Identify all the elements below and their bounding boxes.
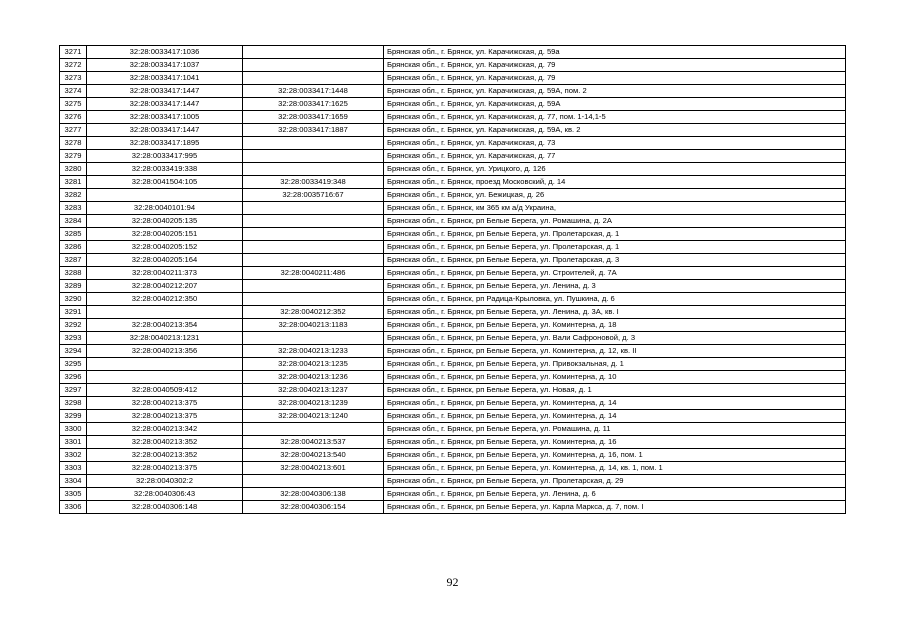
row-number-cell: 3272 — [60, 59, 87, 72]
address-cell: Брянская обл., г. Брянск, рп Белые Берега, ул. Коминтерна, д. 14 — [384, 410, 846, 423]
building-cadastral-number-cell: 32:28:0033417:1448 — [243, 85, 384, 98]
address-cell: Брянская обл., г. Брянск, рп Белые Берега, ул. Вали Сафроновой, д. 3 — [384, 332, 846, 345]
cadastral-number-cell — [87, 189, 243, 202]
cadastral-number-cell: 32:28:0033417:1447 — [87, 124, 243, 137]
building-cadastral-number-cell — [243, 163, 384, 176]
table-row — [60, 319, 846, 332]
row-number-cell: 3305 — [60, 488, 87, 501]
table-row — [60, 137, 846, 150]
address-cell: Брянская обл., г. Брянск, рп Белые Берега, ул. Коминтерна, д. 18 — [384, 319, 846, 332]
cadastral-number-cell: 32:28:0033417:1005 — [87, 111, 243, 124]
cadastral-number-cell: 32:28:0040213:356 — [87, 345, 243, 358]
address-cell: Брянская обл., г. Брянск, рп Белые Берега, ул. Коминтерна, д. 16, пом. 1 — [384, 449, 846, 462]
table-row — [60, 189, 846, 202]
row-number-cell: 3294 — [60, 345, 87, 358]
cadastral-number-cell: 32:28:0040509:412 — [87, 384, 243, 397]
row-number-cell: 3275 — [60, 98, 87, 111]
address-cell: Брянская обл., г. Брянск, рп Белые Берега, ул. Пролетарская, д. 29 — [384, 475, 846, 488]
building-cadastral-number-cell: 32:28:0040213:1239 — [243, 397, 384, 410]
cadastral-number-cell: 32:28:0040213:352 — [87, 449, 243, 462]
address-cell: Брянская обл., г. Брянск, ул. Карачижская, д. 77 — [384, 150, 846, 163]
table-row — [60, 488, 846, 501]
cadastral-number-cell: 32:28:0040306:43 — [87, 488, 243, 501]
address-cell: Брянская обл., г. Брянск, рп Белые Берега, ул. Ленина, д. 3 — [384, 280, 846, 293]
table-row — [60, 150, 846, 163]
building-cadastral-number-cell: 32:28:0040211:486 — [243, 267, 384, 280]
table-row — [60, 475, 846, 488]
registry-table-body — [60, 46, 846, 514]
cadastral-number-cell — [87, 306, 243, 319]
table-row — [60, 228, 846, 241]
cadastral-number-cell: 32:28:0033419:338 — [87, 163, 243, 176]
row-number-cell: 3283 — [60, 202, 87, 215]
cadastral-number-cell: 32:28:0040211:373 — [87, 267, 243, 280]
cadastral-number-cell: 32:28:0040213:1231 — [87, 332, 243, 345]
building-cadastral-number-cell — [243, 241, 384, 254]
cadastral-number-cell: 32:28:0040306:148 — [87, 501, 243, 514]
building-cadastral-number-cell — [243, 202, 384, 215]
cadastral-number-cell — [87, 358, 243, 371]
table-row — [60, 371, 846, 384]
address-cell: Брянская обл., г. Брянск, рп Белые Берега, ул. Новая, д. 1 — [384, 384, 846, 397]
address-cell: Брянская обл., г. Брянск, проезд Московский, д. 14 — [384, 176, 846, 189]
address-cell: Брянская обл., г. Брянск, рп Белые Берега, ул. Коминтерна, д. 12, кв. II — [384, 345, 846, 358]
registry-table — [59, 45, 846, 514]
table-row — [60, 85, 846, 98]
row-number-cell: 3295 — [60, 358, 87, 371]
row-number-cell: 3279 — [60, 150, 87, 163]
table-row — [60, 384, 846, 397]
table-row — [60, 254, 846, 267]
building-cadastral-number-cell — [243, 475, 384, 488]
cadastral-number-cell: 32:28:0033417:1036 — [87, 46, 243, 59]
row-number-cell: 3287 — [60, 254, 87, 267]
address-cell: Брянская обл., г. Брянск, рп Белые Берега, ул. Строителей, д. 7А — [384, 267, 846, 280]
building-cadastral-number-cell — [243, 423, 384, 436]
row-number-cell: 3292 — [60, 319, 87, 332]
address-cell: Брянская обл., г. Брянск, рп Белые Берега, ул. Карла Маркса, д. 7, пом. I — [384, 501, 846, 514]
cadastral-number-cell: 32:28:0041504:105 — [87, 176, 243, 189]
address-cell: Брянская обл., г. Брянск, рп Белые Берега, ул. Ленина, д. 3А, кв. I — [384, 306, 846, 319]
cadastral-number-cell: 32:28:0040205:152 — [87, 241, 243, 254]
row-number-cell: 3273 — [60, 72, 87, 85]
cadastral-number-cell: 32:28:0040212:207 — [87, 280, 243, 293]
table-row — [60, 306, 846, 319]
building-cadastral-number-cell — [243, 215, 384, 228]
cadastral-number-cell: 32:28:0040101:94 — [87, 202, 243, 215]
row-number-cell: 3304 — [60, 475, 87, 488]
cadastral-number-cell — [87, 371, 243, 384]
table-row — [60, 59, 846, 72]
address-cell: Брянская обл., г. Брянск, рп Белые Берега, ул. Привокзальная, д. 1 — [384, 358, 846, 371]
building-cadastral-number-cell — [243, 228, 384, 241]
building-cadastral-number-cell: 32:28:0040213:1235 — [243, 358, 384, 371]
cadastral-number-cell: 32:28:0033417:1447 — [87, 85, 243, 98]
address-cell: Брянская обл., г. Брянск, рп Белые Берега, ул. Пролетарская, д. 1 — [384, 228, 846, 241]
building-cadastral-number-cell — [243, 150, 384, 163]
row-number-cell: 3296 — [60, 371, 87, 384]
table-row — [60, 46, 846, 59]
cadastral-number-cell: 32:28:0033417:995 — [87, 150, 243, 163]
address-cell: Брянская обл., г. Брянск, ул. Карачижская, д. 59А, кв. 2 — [384, 124, 846, 137]
cadastral-number-cell: 32:28:0033417:1037 — [87, 59, 243, 72]
row-number-cell: 3271 — [60, 46, 87, 59]
building-cadastral-number-cell: 32:28:0033417:1887 — [243, 124, 384, 137]
cadastral-number-cell: 32:28:0040302:2 — [87, 475, 243, 488]
cadastral-number-cell: 32:28:0040213:354 — [87, 319, 243, 332]
address-cell: Брянская обл., г. Брянск, ул. Бежицкая, д. 26 — [384, 189, 846, 202]
cadastral-number-cell: 32:28:0040213:375 — [87, 397, 243, 410]
row-number-cell: 3277 — [60, 124, 87, 137]
building-cadastral-number-cell — [243, 254, 384, 267]
building-cadastral-number-cell: 32:28:0040213:537 — [243, 436, 384, 449]
building-cadastral-number-cell: 32:28:0040213:540 — [243, 449, 384, 462]
address-cell: Брянская обл., г. Брянск, ул. Карачижская, д. 59А — [384, 98, 846, 111]
cadastral-number-cell: 32:28:0040213:375 — [87, 462, 243, 475]
row-number-cell: 3299 — [60, 410, 87, 423]
table-row — [60, 241, 846, 254]
address-cell: Брянская обл., г. Брянск, рп Белые Берега, ул. Ромашина, д. 2А — [384, 215, 846, 228]
cadastral-number-cell: 32:28:0033417:1895 — [87, 137, 243, 150]
address-cell: Брянская обл., г. Брянск, ул. Карачижская, д. 59а — [384, 46, 846, 59]
building-cadastral-number-cell — [243, 280, 384, 293]
row-number-cell: 3300 — [60, 423, 87, 436]
table-row — [60, 423, 846, 436]
cadastral-number-cell: 32:28:0040205:135 — [87, 215, 243, 228]
table-row — [60, 215, 846, 228]
address-cell: Брянская обл., г. Брянск, ул. Урицкого, д. 126 — [384, 163, 846, 176]
address-cell: Брянская обл., г. Брянск, ул. Карачижская, д. 79 — [384, 59, 846, 72]
cadastral-number-cell: 32:28:0040212:350 — [87, 293, 243, 306]
table-row — [60, 345, 846, 358]
row-number-cell: 3285 — [60, 228, 87, 241]
address-cell: Брянская обл., г. Брянск, рп Белые Берега, ул. Коминтерна, д. 14, кв. 1, пом. 1 — [384, 462, 846, 475]
building-cadastral-number-cell: 32:28:0033419:348 — [243, 176, 384, 189]
table-row — [60, 280, 846, 293]
row-number-cell: 3298 — [60, 397, 87, 410]
building-cadastral-number-cell: 32:28:0040306:138 — [243, 488, 384, 501]
table-row — [60, 72, 846, 85]
building-cadastral-number-cell: 32:28:0040306:154 — [243, 501, 384, 514]
address-cell: Брянская обл., г. Брянск, рп Белые Берега, ул. Коминтерна, д. 14 — [384, 397, 846, 410]
building-cadastral-number-cell: 32:28:0040213:1236 — [243, 371, 384, 384]
table-row — [60, 501, 846, 514]
building-cadastral-number-cell — [243, 332, 384, 345]
building-cadastral-number-cell — [243, 137, 384, 150]
building-cadastral-number-cell: 32:28:0040213:1233 — [243, 345, 384, 358]
building-cadastral-number-cell — [243, 59, 384, 72]
table-row — [60, 267, 846, 280]
row-number-cell: 3290 — [60, 293, 87, 306]
building-cadastral-number-cell — [243, 46, 384, 59]
row-number-cell: 3284 — [60, 215, 87, 228]
table-row — [60, 163, 846, 176]
row-number-cell: 3274 — [60, 85, 87, 98]
building-cadastral-number-cell: 32:28:0040213:1237 — [243, 384, 384, 397]
building-cadastral-number-cell: 32:28:0033417:1625 — [243, 98, 384, 111]
table-row — [60, 111, 846, 124]
address-cell: Брянская обл., г. Брянск, ул. Карачижская, д. 73 — [384, 137, 846, 150]
row-number-cell: 3302 — [60, 449, 87, 462]
address-cell: Брянская обл., г. Брянск, рп Белые Берега, ул. Пролетарская, д. 1 — [384, 241, 846, 254]
building-cadastral-number-cell: 32:28:0035716:67 — [243, 189, 384, 202]
row-number-cell: 3291 — [60, 306, 87, 319]
building-cadastral-number-cell: 32:28:0033417:1659 — [243, 111, 384, 124]
cadastral-number-cell: 32:28:0033417:1447 — [87, 98, 243, 111]
address-cell: Брянская обл., г. Брянск, ул. Карачижская, д. 77, пом. 1-14,1-5 — [384, 111, 846, 124]
building-cadastral-number-cell: 32:28:0040212:352 — [243, 306, 384, 319]
cadastral-number-cell: 32:28:0040213:352 — [87, 436, 243, 449]
building-cadastral-number-cell — [243, 72, 384, 85]
address-cell: Брянская обл., г. Брянск, ул. Карачижская, д. 79 — [384, 72, 846, 85]
address-cell: Брянская обл., г. Брянск, ул. Карачижская, д. 59А, пом. 2 — [384, 85, 846, 98]
cadastral-number-cell: 32:28:0040213:375 — [87, 410, 243, 423]
address-cell: Брянская обл., г. Брянск, рп Белые Берега, ул. Коминтерна, д. 16 — [384, 436, 846, 449]
table-row — [60, 202, 846, 215]
row-number-cell: 3281 — [60, 176, 87, 189]
address-cell: Брянская обл., г. Брянск, км 365 км а/д Украина, — [384, 202, 846, 215]
table-row — [60, 176, 846, 189]
table-row — [60, 436, 846, 449]
row-number-cell: 3306 — [60, 501, 87, 514]
table-row — [60, 98, 846, 111]
address-cell: Брянская обл., г. Брянск, рп Белые Берега, ул. Пролетарская, д. 3 — [384, 254, 846, 267]
table-row — [60, 293, 846, 306]
page-number: 92 — [446, 575, 459, 589]
row-number-cell: 3297 — [60, 384, 87, 397]
row-number-cell: 3301 — [60, 436, 87, 449]
row-number-cell: 3286 — [60, 241, 87, 254]
row-number-cell: 3289 — [60, 280, 87, 293]
row-number-cell: 3293 — [60, 332, 87, 345]
row-number-cell: 3280 — [60, 163, 87, 176]
table-row — [60, 397, 846, 410]
address-cell: Брянская обл., г. Брянск, рп Белые Берега, ул. Ленина, д. 6 — [384, 488, 846, 501]
row-number-cell: 3278 — [60, 137, 87, 150]
address-cell: Брянская обл., г. Брянск, рп Белые Берега, ул. Ромашина, д. 11 — [384, 423, 846, 436]
building-cadastral-number-cell: 32:28:0040213:601 — [243, 462, 384, 475]
cadastral-number-cell: 32:28:0040205:151 — [87, 228, 243, 241]
table-row — [60, 124, 846, 137]
table-row — [60, 358, 846, 371]
row-number-cell: 3303 — [60, 462, 87, 475]
row-number-cell: 3288 — [60, 267, 87, 280]
table-row — [60, 462, 846, 475]
address-cell: Брянская обл., г. Брянск, рп Белые Берега, ул. Коминтерна, д. 10 — [384, 371, 846, 384]
table-row — [60, 410, 846, 423]
building-cadastral-number-cell: 32:28:0040213:1240 — [243, 410, 384, 423]
building-cadastral-number-cell — [243, 293, 384, 306]
table-row — [60, 332, 846, 345]
row-number-cell: 3276 — [60, 111, 87, 124]
building-cadastral-number-cell: 32:28:0040213:1183 — [243, 319, 384, 332]
row-number-cell: 3282 — [60, 189, 87, 202]
table-row — [60, 449, 846, 462]
address-cell: Брянская обл., г. Брянск, рп Радица-Крыловка, ул. Пушкина, д. 6 — [384, 293, 846, 306]
cadastral-number-cell: 32:28:0040213:342 — [87, 423, 243, 436]
cadastral-number-cell: 32:28:0040205:164 — [87, 254, 243, 267]
cadastral-number-cell: 32:28:0033417:1041 — [87, 72, 243, 85]
